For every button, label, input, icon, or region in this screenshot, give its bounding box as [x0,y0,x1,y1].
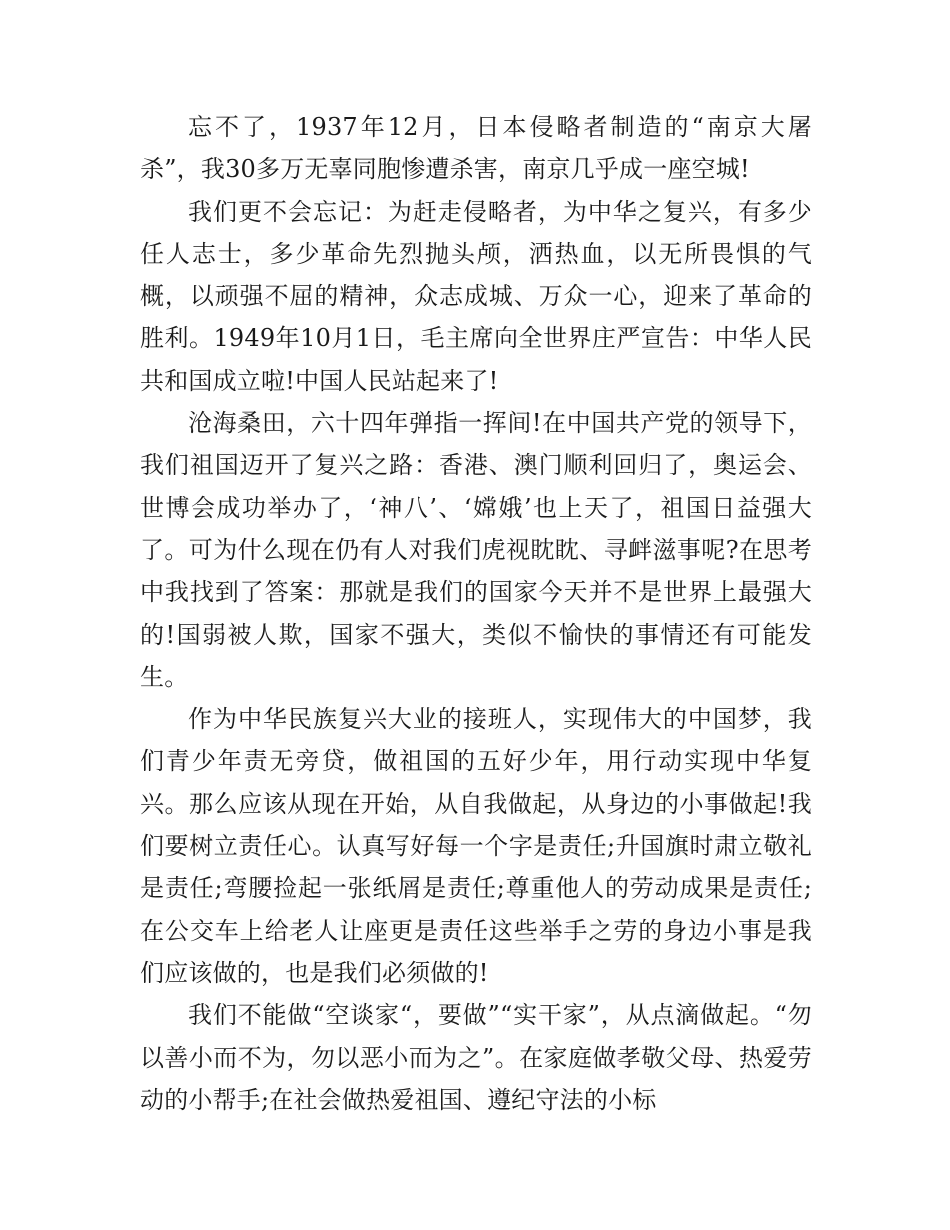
paragraph-1: 忘不了，1937年12月，日本侵略者制造的“南京大屠杀”，我30多万无辜同胞惨遭杀害，南京几乎成一座空城! [140,113,812,184]
paragraph-2: 我们更不会忘记：为赶走侵略者，为中华之复兴，有多少任人志士，多少革命先烈抛头颅，洒热血，以无所畏惧的气概，以顽强不屈的精神，众志成城、万众一心，迎来了革命的胜利。1949年10月1日，毛主席向全世界庄严宣告：中华人民共和国成立啦!中国人民站起来了! [140,197,812,395]
paragraph-4: 作为中华民族复兴大业的接班人，实现伟大的中国梦，我们青少年责无旁贷，做祖国的五好少年，用行动实现中华复兴。那么应该从现在开始，从自我做起，从身边的小事做起!我们要树立责任心。认真写好每一个字是责任;升国旗时肃立敬礼是责任;弯腰捡起一张纸屑是责任;尊重他人的劳动成果是责任;在公交车上给老人让座更是责任这些举手之劳的身边小事是我们应该做的，也是我们必须做的! [140,705,812,987]
paragraph-5: 我们不能做“空谈家“，要做”“实干家”，从点滴做起。“勿以善小而不为，勿以恶小而为之”。在家庭做孝敬父母、热爱劳动的小帮手;在社会做热爱祖国、遵纪守法的小标 [140,1001,812,1114]
paragraph-3: 沧海桑田，六十四年弹指一挥间!在中国共产党的领导下，我们祖国迈开了复兴之路：香港、澳门顺利回归了，奥运会、世博会成功举办了，‘神八’、‘嫦娥’也上天了，祖国日益强大了。可为什么现在仍有人对我们虎视眈眈、寻衅滋事呢?在思考中我找到了答案：那就是我们的国家今天并不是世界上最强大的!国弱被人欺，国家不强大，类似不愉快的事情还有可能发生。 [140,409,812,691]
document-body [140,106,812,1121]
